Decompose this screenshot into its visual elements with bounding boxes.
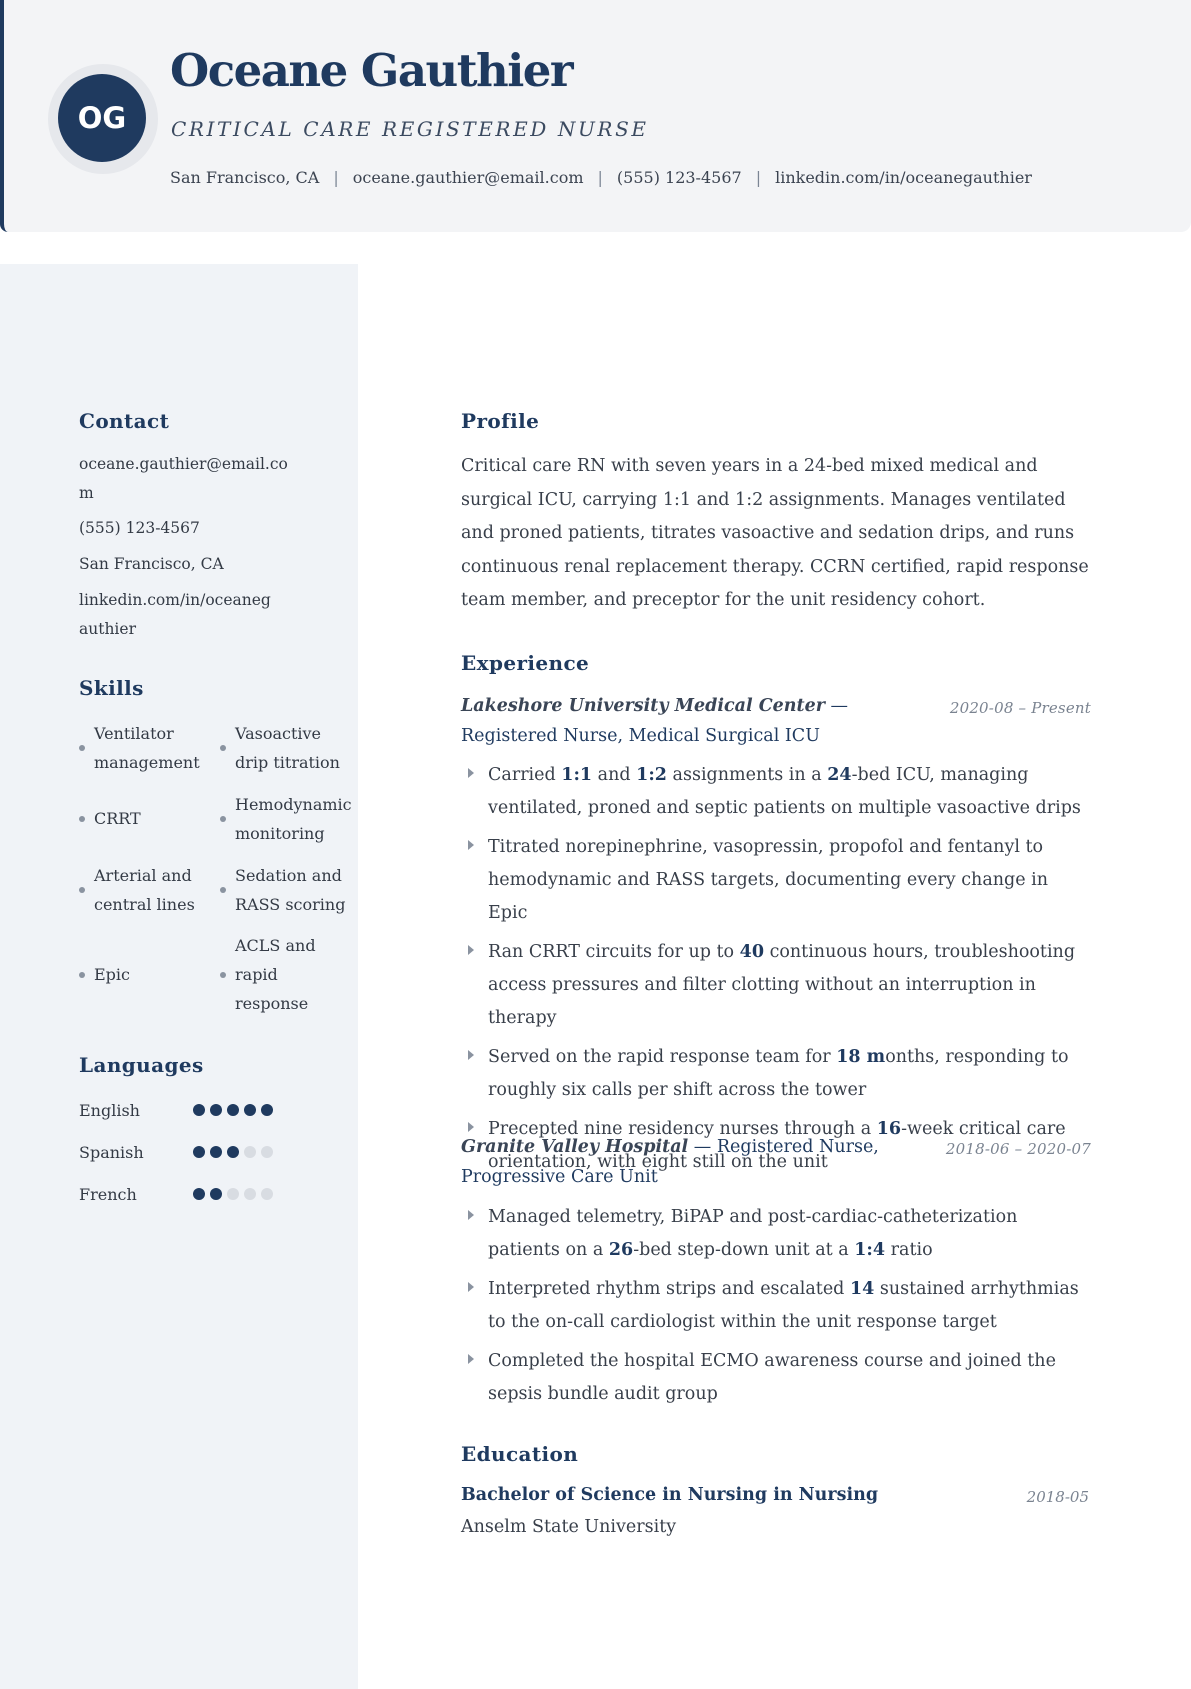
proficiency-dot-icon [193,1104,205,1116]
bullet-dot-icon [220,745,226,751]
company-name: Lakeshore University Medical Center [461,696,825,716]
job-dates: 2018-06 – 2020-07 [945,1140,1091,1158]
skills-heading: Skills [79,676,144,700]
language-name: Spanish [79,1142,144,1162]
header-phone[interactable]: (555) 123-4567 [616,168,742,187]
experience-bullet: Ran CRRT circuits for up to 40 continuous hours, troubleshooting access pressures and filter clotting without an interruption in therapy [461,936,1091,1035]
bullet-dot-icon [79,972,85,978]
bullet-dot-icon [79,745,85,751]
proficiency-dot-icon [244,1104,256,1116]
triangle-bullet-icon [468,945,474,955]
experience-bullet: Completed the hospital ECMO awareness course and joined the sepsis bundle audit group [461,1345,1091,1411]
experience-bullet: Titrated norepinephrine, vasopressin, propofol and fentanyl to hemodynamic and RASS targets, documenting every change in Epic [461,831,1091,930]
education-date: 2018-05 [1026,1488,1089,1506]
triangle-bullet-icon [468,1354,474,1364]
bullet-dot-icon [220,887,226,893]
proficiency-dot-icon [210,1146,222,1158]
experience-heading: Experience [461,651,590,675]
sidebar-phone[interactable]: (555) 123-4567 [79,519,200,537]
education-school: Anselm State University [461,1517,677,1537]
bullet-dot-icon [220,972,226,978]
triangle-bullet-icon [468,1282,474,1292]
proficiency-dot-icon [244,1146,256,1158]
separator: | [755,168,762,187]
experience-bullet: Managed telemetry, BiPAP and post-cardiac-catheterization patients on a 26-bed step-down unit at a 1:4 ratio [461,1201,1091,1267]
proficiency-dot-icon [193,1146,205,1158]
sidebar-email[interactable]: oceane.gauthier@email.com [79,455,288,502]
header-email[interactable]: oceane.gauthier@email.com [352,168,584,187]
language-row [79,1098,299,1122]
proficiency-dot-icon [227,1104,239,1116]
job-role: — Registered Nurse, Medical Surgical ICU [461,696,849,746]
skill-item: Vasoactive drip titration [220,719,348,777]
skill-item: Epic [79,960,207,989]
triangle-bullet-icon [468,1050,474,1060]
contact-heading: Contact [79,409,170,433]
bullet-dot-icon [79,816,85,822]
job-title: CRITICAL CARE REGISTERED NURSE [171,117,649,141]
proficiency-dot-icon [210,1104,222,1116]
proficiency-dot-icon [261,1188,273,1200]
proficiency-dot-icon [244,1188,256,1200]
education-heading: Education [461,1442,579,1466]
separator: | [597,168,603,187]
experience-bullet: Precepted nine residency nurses through a 16-week critical care orientation, with eight still on the unit [461,1113,1091,1179]
language-name: English [79,1100,140,1120]
proficiency-dot-icon [210,1188,222,1200]
job-role: — Registered Nurse, Progressive Care Unit [461,1137,879,1187]
job-bullets [461,759,1091,1185]
sidebar-linkedin[interactable]: linkedin.com/in/oceanegauthier [79,591,271,638]
company-name: Granite Valley Hospital [461,1137,689,1157]
candidate-name: Oceane Gauthier [170,44,573,97]
skill-item: CRRT [79,804,207,833]
job-bullets [461,1201,1091,1417]
language-row [79,1182,299,1206]
proficiency-dot-icon [227,1188,239,1200]
resume-header [0,0,1191,232]
proficiency-dots [193,1104,273,1116]
proficiency-dot-icon [261,1104,273,1116]
profile-summary: Critical care RN with seven years in a 24-bed mixed medical and surgical ICU, carrying 1:1 and 1:2 assignments. Manages ventilated and proned patients, titrates vasoactive and sedation drips, and runs continuous renal replacement therapy. CCRN certified, rapid response team member, and preceptor for the unit residency cohort. [461,456,1089,610]
proficiency-dot-icon [261,1146,273,1158]
avatar: OG [58,74,146,162]
triangle-bullet-icon [468,840,474,850]
proficiency-dot-icon [193,1188,205,1200]
triangle-bullet-icon [468,768,474,778]
proficiency-dots [193,1188,273,1200]
skill-item: ACLS and rapid response [220,931,320,1018]
experience-bullet: Interpreted rhythm strips and escalated 14 sustained arrhythmias to the on-call cardiologist within the unit response target [461,1273,1091,1339]
skill-item: Sedation and RASS scoring [220,861,348,919]
skill-item: Hemodynamic monitoring [220,790,348,848]
job-header [461,691,1091,751]
experience-bullet: Served on the rapid response team for 18 months, responding to roughly six calls per shift across the tower [461,1041,1091,1107]
job-dates: 2020-08 – Present [949,699,1091,717]
proficiency-dots [193,1146,273,1158]
sidebar-location: San Francisco, CA [79,555,224,573]
proficiency-dot-icon [227,1146,239,1158]
languages-heading: Languages [79,1053,204,1077]
skill-item: Arterial and central lines [79,861,207,919]
separator: | [333,168,339,187]
header-contact-line [170,168,1032,187]
profile-heading: Profile [461,409,540,433]
triangle-bullet-icon [468,1122,474,1132]
skill-item: Ventilator management [79,719,207,777]
header-location: San Francisco, CA [170,168,320,187]
header-linkedin[interactable]: linkedin.com/in/oceanegauthier [775,168,1032,187]
triangle-bullet-icon [468,1210,474,1220]
language-row [79,1140,299,1164]
job-header [461,1132,1091,1192]
experience-bullet: Carried 1:1 and 1:2 assignments in a 24-bed ICU, managing ventilated, proned and septic patients on multiple vasoactive drips [461,759,1091,825]
bullet-dot-icon [220,816,226,822]
education-degree: Bachelor of Science in Nursing in Nursing [461,1485,879,1505]
language-name: French [79,1184,137,1204]
bullet-dot-icon [79,887,85,893]
